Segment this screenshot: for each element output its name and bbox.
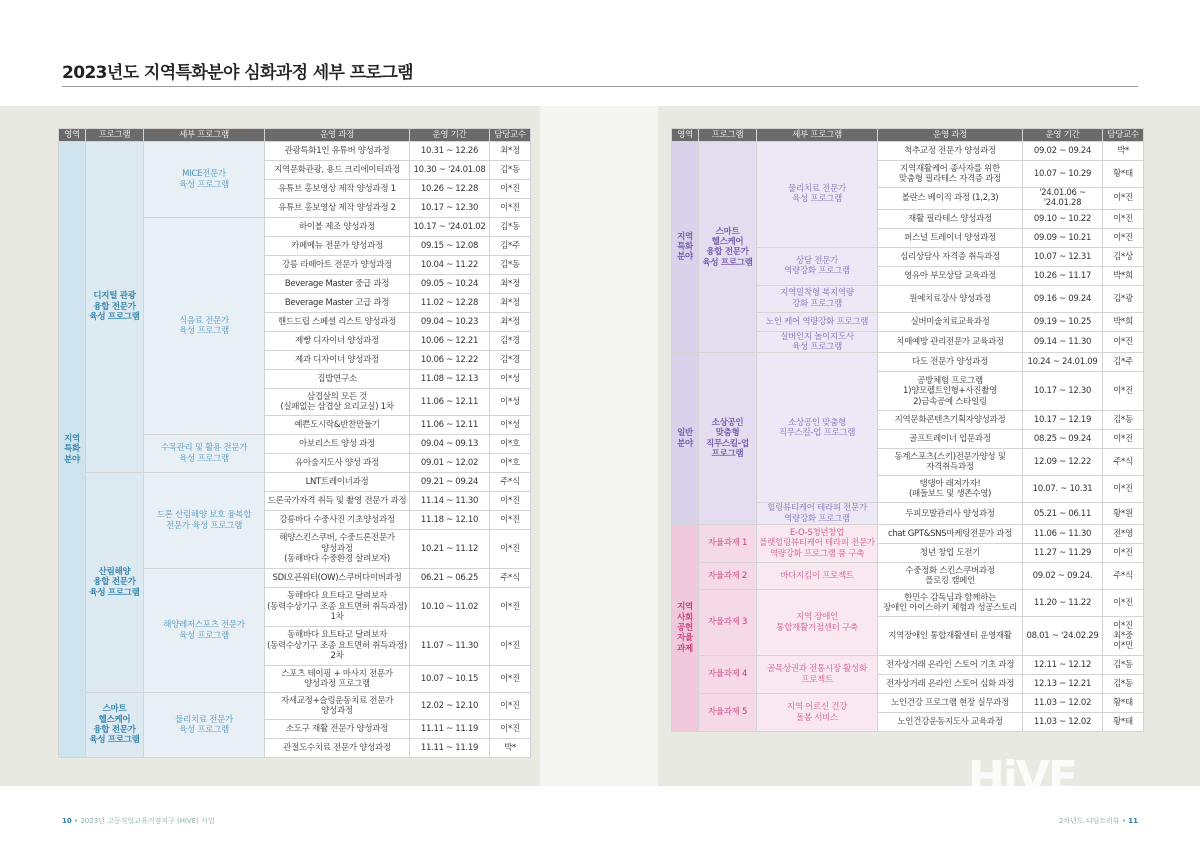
period-cell: 12.09 ~ 12.22 xyxy=(1023,449,1103,476)
course-cell: 제빵 디자이너 양성과정 xyxy=(265,332,410,351)
period-cell: 10.06 ~ 12.21 xyxy=(410,332,490,351)
sub-program-cell: 소상공인 맞춤형 직무스킬-업 프로그램 xyxy=(757,353,878,503)
col-header-program: 프로그램 xyxy=(86,129,144,142)
period-cell: 09.19 ~ 10.25 xyxy=(1023,312,1103,331)
program-cell: 소상공인 맞춤형 직무스킬-업 프로그램 xyxy=(699,353,757,525)
professor-cell: 김*동 xyxy=(1103,656,1144,675)
period-cell: 09.05 ~ 10.24 xyxy=(410,275,490,294)
professor-cell: 김*경 xyxy=(490,332,531,351)
period-cell: 05.21 ~ 06.11 xyxy=(1023,503,1103,525)
period-cell: 09.14 ~ 11.30 xyxy=(1023,331,1103,353)
professor-cell: 김*동 xyxy=(1103,675,1144,694)
period-cell: 11.03 ~ 12.02 xyxy=(1023,694,1103,713)
area-cell: 지역 특화 분야 xyxy=(672,142,699,353)
professor-cell: 황*태 xyxy=(1103,161,1144,188)
left-program-table xyxy=(58,128,531,758)
period-cell: 11.06 ~ 12.11 xyxy=(410,389,490,416)
professor-cell: 이*진 xyxy=(490,627,531,666)
course-cell: 삼겹살의 모든 것 (실패없는 삼겹살 요리교실) 1차 xyxy=(265,389,410,416)
period-cell: 10.07 ~ 10.15 xyxy=(410,666,490,693)
period-cell: 10.10 ~ 11.02 xyxy=(410,588,490,627)
professor-cell: 김*동 xyxy=(1103,411,1144,430)
sub-program-cell: 물리치료 전문가 육성 프로그램 xyxy=(144,693,265,758)
period-cell: 09.10 ~ 10.22 xyxy=(1023,209,1103,228)
professor-cell: 이*진 xyxy=(1103,331,1144,353)
period-cell: 11.14 ~ 11.30 xyxy=(410,492,490,511)
course-cell: 두피모발관리사 양성과정 xyxy=(878,503,1023,525)
professor-cell: 전*영 xyxy=(1103,525,1144,544)
professor-cell: 이*진 xyxy=(1103,476,1144,503)
col-header-sub-program: 세부 프로그램 xyxy=(144,129,265,142)
col-header-program: 프로그램 xyxy=(699,129,757,142)
period-cell: 10.07 ~ 12.31 xyxy=(1023,247,1103,266)
course-cell: 핸드드립 스페셜 리스트 양성과정 xyxy=(265,313,410,332)
footer-right xyxy=(1059,816,1138,826)
sub-program-cell: MICE전문가 육성 프로그램 xyxy=(144,142,265,218)
sub-program-cell: 수목관리 및 활용 전문가 육성 프로그램 xyxy=(144,435,265,473)
period-cell: 10.07. ~ 10.31 xyxy=(1023,476,1103,503)
course-cell: 드론국가자격 취득 및 촬영 전문가 과정 xyxy=(265,492,410,511)
course-cell: 치매예방 관리전문가 교육과정 xyxy=(878,331,1023,353)
course-cell: 청년 창업 도전기 xyxy=(878,544,1023,563)
col-header-area: 영역 xyxy=(59,129,86,142)
period-cell: 09.16 ~ 09.24 xyxy=(1023,285,1103,312)
professor-cell: 이*진 xyxy=(490,511,531,530)
area-cell: 지역 사회 공헌 자율 과제 xyxy=(672,525,699,732)
professor-cell: 김*주 xyxy=(1103,353,1144,372)
course-cell: Beverage Master 고급 과정 xyxy=(265,294,410,313)
professor-cell: 주*식 xyxy=(1103,449,1144,476)
footer-left xyxy=(62,816,215,826)
professor-cell: 이*진 xyxy=(490,530,531,569)
course-cell: 재활 필라테스 양성과정 xyxy=(878,209,1023,228)
course-cell: 지역재활케어 종사자를 위한 맞춤형 필라테스 자격증 과정 xyxy=(878,161,1023,188)
table-row xyxy=(59,693,531,720)
professor-cell: 이*진 xyxy=(490,588,531,627)
period-cell: 10.24 ~ 24.01.09 xyxy=(1023,353,1103,372)
course-cell: 유아숲지도사 양성 과정 xyxy=(265,454,410,473)
professor-cell: 김*광 xyxy=(1103,285,1144,312)
right-program-table xyxy=(671,128,1144,732)
course-cell: 해양스킨스쿠버, 수중드론전문가 양성과정 (동해바다 수중환경 살려보자) xyxy=(265,530,410,569)
sub-program-cell: 지역 어르신 건강 돌봄 서비스 xyxy=(757,694,878,732)
sub-program-cell: 지역 장애인 통합재활거점센터 구축 xyxy=(757,590,878,656)
period-cell: 10.21 ~ 11.12 xyxy=(410,530,490,569)
sub-program-cell: 상담 전문가 역량강화 프로그램 xyxy=(757,247,878,285)
sub-program-cell: 골목상권과 전통시장 활성화 프로젝트 xyxy=(757,656,878,694)
course-cell: 수중정화 스킨스쿠버과정 플로킹 캠페인 xyxy=(878,563,1023,590)
table-row xyxy=(59,473,531,492)
course-cell: 노인건강운동지도사 교육과정 xyxy=(878,713,1023,732)
program-cell: 산림해양 융합 전문가 육성 프로그램 xyxy=(86,473,144,693)
course-cell: 지역문화콘텐츠기획자양성과정 xyxy=(878,411,1023,430)
professor-cell: 박*희 xyxy=(1103,266,1144,285)
professor-cell: 이*진 xyxy=(490,666,531,693)
professor-cell: 이*성 xyxy=(490,370,531,389)
course-cell: 동해바다 요트타고 달려보자 (동력수상기구 조종 요트면허 취득과정) 1차 xyxy=(265,588,410,627)
sub-program-cell: 물리치료 전문가 육성 프로그램 xyxy=(757,142,878,248)
period-cell: '24.01.06 ~ '24.01.28 xyxy=(1023,188,1103,210)
course-cell: 관광특화1인 유튜버 양성과정 xyxy=(265,142,410,161)
course-cell: 탱댕아 래져가자! (패들보드 및 생존수영) xyxy=(878,476,1023,503)
course-cell: 실버미술치료교육과정 xyxy=(878,312,1023,331)
professor-cell: 김*동 xyxy=(490,218,531,237)
professor-cell: 이*진 xyxy=(490,693,531,720)
professor-cell: 이*진 xyxy=(1103,544,1144,563)
course-cell: 공방체험 프로그램 1)양모펠트인형+사진촬영 2)금속공예 스타일링 xyxy=(878,372,1023,411)
program-cell: 자율과제 5 xyxy=(699,694,757,732)
professor-cell: 이*성 xyxy=(490,416,531,435)
program-cell: 디지털 관광 융합 전문가 육성 프로그램 xyxy=(86,142,144,473)
professor-cell: 이*진 xyxy=(490,492,531,511)
col-header-area: 영역 xyxy=(672,129,699,142)
period-cell: 11.27 ~ 11.29 xyxy=(1023,544,1103,563)
professor-cell: 김*상 xyxy=(1103,247,1144,266)
professor-cell: 박* xyxy=(1103,142,1144,161)
table-header-row xyxy=(672,129,1144,142)
col-header-course: 운영 과정 xyxy=(265,129,410,142)
period-cell: 11.11 ~ 11.19 xyxy=(410,720,490,739)
course-cell: 동계스포츠(스키)전문가양성 및 자격취득과정 xyxy=(878,449,1023,476)
title-divider xyxy=(62,86,1138,87)
period-cell: 11.20 ~ 11.22 xyxy=(1023,590,1103,617)
period-cell: 12.11 ~ 12.12 xyxy=(1023,656,1103,675)
course-cell: 제과 디자이너 양성과정 xyxy=(265,351,410,370)
col-header-course: 운영 과정 xyxy=(878,129,1023,142)
course-cell: 하이볼 제조 양성과정 xyxy=(265,218,410,237)
area-cell: 일반 분야 xyxy=(672,353,699,525)
program-cell: 스마트 헬스케어 융합 전문가 육성 프로그램 xyxy=(86,693,144,758)
page-number-left: 10 xyxy=(62,817,72,825)
course-cell: 강릉바다 수중사진 기초양성과정 xyxy=(265,511,410,530)
course-cell: 원예치료강사 양성과정 xyxy=(878,285,1023,312)
professor-cell: 이*진 xyxy=(490,720,531,739)
period-cell: 11.18 ~ 12.10 xyxy=(410,511,490,530)
professor-cell: 최*정 xyxy=(490,275,531,294)
professor-cell: 이*진 xyxy=(490,199,531,218)
sub-program-cell: 실버인지 놀이지도사 육성 프로그램 xyxy=(757,331,878,353)
col-header-sub-program: 세부 프로그램 xyxy=(757,129,878,142)
course-cell: 퍼스널 트레이너 양성과정 xyxy=(878,228,1023,247)
professor-cell: 이*호 xyxy=(490,454,531,473)
col-header-professor: 담당교수 xyxy=(1103,129,1144,142)
professor-cell: 주*식 xyxy=(1103,563,1144,590)
table-row xyxy=(672,656,1144,675)
course-cell: 소도구 재활 전문가 양성과정 xyxy=(265,720,410,739)
period-cell: 08.25 ~ 09.24 xyxy=(1023,430,1103,449)
period-cell: 10.26 ~ 11.17 xyxy=(1023,266,1103,285)
course-cell: 골프트레이너 입문과정 xyxy=(878,430,1023,449)
course-cell: 예쁜도시락&반찬만들기 xyxy=(265,416,410,435)
period-cell: 08.01 ~ '24.02.29 xyxy=(1023,617,1103,656)
table-row xyxy=(672,590,1144,617)
period-cell: 11.06 ~ 12.11 xyxy=(410,416,490,435)
period-cell: 10.17 ~ '24.01.02 xyxy=(410,218,490,237)
period-cell: 10.31 ~ 12.26 xyxy=(410,142,490,161)
professor-cell: 황*태 xyxy=(1103,713,1144,732)
course-cell: 다도 전문가 양성과정 xyxy=(878,353,1023,372)
col-header-period: 운영 기간 xyxy=(410,129,490,142)
table-header-row xyxy=(59,129,531,142)
sub-program-cell: 지역밀착형 복지역량 강화 프로그램 xyxy=(757,285,878,312)
professor-cell: 박* xyxy=(490,739,531,758)
course-cell: 카페메뉴 전문가 양성과정 xyxy=(265,237,410,256)
professor-cell: 황*원 xyxy=(1103,503,1144,525)
period-cell: 09.04 ~ 10.23 xyxy=(410,313,490,332)
period-cell: 12.13 ~ 12.21 xyxy=(1023,675,1103,694)
course-cell: 관절도수치료 전문가 양성과정 xyxy=(265,739,410,758)
professor-cell: 이*진 최*중 이*민 xyxy=(1103,617,1144,656)
professor-cell: 김*주 xyxy=(490,237,531,256)
professor-cell: 김*동 xyxy=(490,256,531,275)
hive-watermark: HiVE xyxy=(968,752,1077,803)
footer-right-text: 2차년도 디딤트리뷰 • xyxy=(1058,817,1129,825)
course-cell: 동해바다 요트타고 달려보자 (동력수상기구 조종 요트면허 취득과정) 2차 xyxy=(265,627,410,666)
table-row xyxy=(672,694,1144,713)
professor-cell: 주*식 xyxy=(490,473,531,492)
period-cell: 11.07 ~ 11.30 xyxy=(410,627,490,666)
program-cell: 스마트 헬스케어 융합 전문가 육성 프로그램 xyxy=(699,142,757,353)
table-row xyxy=(672,142,1144,161)
period-cell: 09.02 ~ 09.24. xyxy=(1023,563,1103,590)
course-cell: 척추교정 전문가 양성과정 xyxy=(878,142,1023,161)
professor-cell: 이*진 xyxy=(1103,188,1144,210)
page-number-right: 11 xyxy=(1128,817,1138,825)
professor-cell: 김*경 xyxy=(490,351,531,370)
sub-program-cell: 노인 케어 역량강화 프로그램 xyxy=(757,312,878,331)
program-cell: 자율과제 4 xyxy=(699,656,757,694)
period-cell: 10.04 ~ 11.22 xyxy=(410,256,490,275)
sub-program-cell: E-O-S청년창업 플랫힐링뷰티케어 테라피 전문가 역량강화 프로그램 품 구축 xyxy=(757,525,878,563)
professor-cell: 이*진 xyxy=(490,180,531,199)
course-cell: Beverage Master 중급 과정 xyxy=(265,275,410,294)
period-cell: 11.06 ~ 11.30 xyxy=(1023,525,1103,544)
professor-cell: 최*정 xyxy=(490,294,531,313)
course-cell: chat GPT&SNS마케팅전문가 과정 xyxy=(878,525,1023,544)
course-cell: 집밥연구소 xyxy=(265,370,410,389)
course-cell: 지역장애인 통합재활센터 운영재활 xyxy=(878,617,1023,656)
course-cell: SDI오픈워터(OW)스쿠버다이버과정 xyxy=(265,569,410,588)
footer-left-text: • 2023년 고등직업교육거점지구 (HiVE) 사업 xyxy=(71,817,215,825)
sub-program-cell: 식음료 전문가 육성 프로그램 xyxy=(144,218,265,435)
period-cell: 10.17 ~ 12.30 xyxy=(1023,372,1103,411)
period-cell: 09.01 ~ 12.02 xyxy=(410,454,490,473)
period-cell: 09.02 ~ 09.24 xyxy=(1023,142,1103,161)
col-header-period: 운영 기간 xyxy=(1023,129,1103,142)
period-cell: 09.04 ~ 09.13 xyxy=(410,435,490,454)
period-cell: 06.21 ~ 06.25 xyxy=(410,569,490,588)
professor-cell: 최*정 xyxy=(490,142,531,161)
course-cell: 노인건강 프로그램 현장 실무과정 xyxy=(878,694,1023,713)
period-cell: 09.21 ~ 09.24 xyxy=(410,473,490,492)
table-row xyxy=(672,353,1144,372)
period-cell: 10.26 ~ 12.28 xyxy=(410,180,490,199)
period-cell: 12.02 ~ 12.10 xyxy=(410,693,490,720)
course-cell: 볼란스 베이직 과정 (1,2,3) xyxy=(878,188,1023,210)
period-cell: 09.09 ~ 10.21 xyxy=(1023,228,1103,247)
professor-cell: 이*진 xyxy=(1103,228,1144,247)
professor-cell: 박*희 xyxy=(1103,312,1144,331)
period-cell: 10.17 ~ 12.19 xyxy=(1023,411,1103,430)
period-cell: 11.02 ~ 12.28 xyxy=(410,294,490,313)
course-cell: 스포츠 테이핑 + 마사지 전문가 양성과정 프로그램 xyxy=(265,666,410,693)
program-cell: 자율과제 2 xyxy=(699,563,757,590)
professor-cell: 이*진 xyxy=(1103,590,1144,617)
sub-program-cell: 힐링뷰티케어 테라피 전문가 역량강화 프로그램 xyxy=(757,503,878,525)
page-gutter xyxy=(540,106,658,786)
area-cell: 지역 특화 분야 xyxy=(59,142,86,758)
period-cell: 10.17 ~ 12.30 xyxy=(410,199,490,218)
sub-program-cell: 해양레저스포츠 전문가 육성 프로그램 xyxy=(144,569,265,693)
course-cell: 강릉 라떼아트 전문가 양성과정 xyxy=(265,256,410,275)
course-cell: 아보리스트 양성 과정 xyxy=(265,435,410,454)
program-cell: 자율과제 1 xyxy=(699,525,757,563)
course-cell: 유튜브 홍보영상 제작 양성과정 1 xyxy=(265,180,410,199)
professor-cell: 황*태 xyxy=(1103,694,1144,713)
sub-program-cell: 바다지킴이 프로젝트 xyxy=(757,563,878,590)
period-cell: 10.06 ~ 12.22 xyxy=(410,351,490,370)
page-title: 2023년도 지역특화분야 심화과정 세부 프로그램 xyxy=(62,63,413,83)
sub-program-cell: 드론 산림해양 보호 융복합 전문가 육성 프로그램 xyxy=(144,473,265,569)
course-cell: 영유아 부모상담 교육과정 xyxy=(878,266,1023,285)
course-cell: 지역문화관광, 용드 크리에이터과정 xyxy=(265,161,410,180)
professor-cell: 이*호 xyxy=(490,435,531,454)
course-cell: 전자상거래 온라인 스토어 기초 과정 xyxy=(878,656,1023,675)
table-row xyxy=(59,142,531,161)
course-cell: LNT트레이너과정 xyxy=(265,473,410,492)
table-row xyxy=(672,563,1144,590)
period-cell: 11.03 ~ 12.02 xyxy=(1023,713,1103,732)
period-cell: 11.08 ~ 12.13 xyxy=(410,370,490,389)
period-cell: 11.11 ~ 11.19 xyxy=(410,739,490,758)
professor-cell: 주*식 xyxy=(490,569,531,588)
professor-cell: 이*진 xyxy=(1103,430,1144,449)
professor-cell: 김*동 xyxy=(490,161,531,180)
course-cell: 자세교정+슬링운동치료 전문가 양성과정 xyxy=(265,693,410,720)
program-cell: 자율과제 3 xyxy=(699,590,757,656)
professor-cell: 이*진 xyxy=(1103,209,1144,228)
professor-cell: 이*성 xyxy=(490,389,531,416)
course-cell: 심리상담사 자격증 취득과정 xyxy=(878,247,1023,266)
course-cell: 유튜브 홍보영상 제작 양성과정 2 xyxy=(265,199,410,218)
professor-cell: 최*정 xyxy=(490,313,531,332)
professor-cell: 이*진 xyxy=(1103,372,1144,411)
table-row xyxy=(672,525,1144,544)
period-cell: 10.07 ~ 10.29 xyxy=(1023,161,1103,188)
col-header-professor: 담당교수 xyxy=(490,129,531,142)
course-cell: 한민수 감독님과 함께하는 장애인 아이스하키 체험과 성공스토리 xyxy=(878,590,1023,617)
course-cell: 전자상거래 온라인 스토어 심화 과정 xyxy=(878,675,1023,694)
period-cell: 10.30 ~ '24.01.08 xyxy=(410,161,490,180)
period-cell: 09.15 ~ 12.08 xyxy=(410,237,490,256)
